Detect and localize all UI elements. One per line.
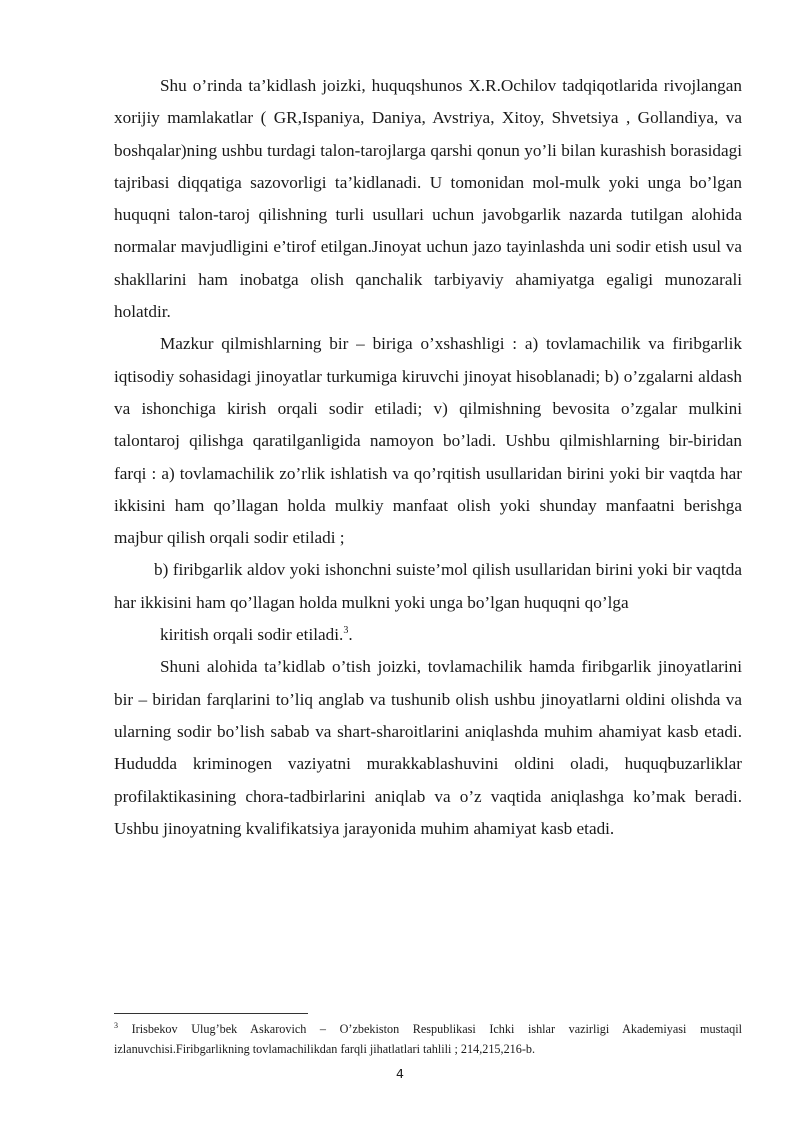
footnote-reference-period: . bbox=[348, 625, 353, 645]
paragraph-2: Mazkur qilmishlarning bir – biriga o’xshashligi : a) tovlamachilik va firibgarlik iqtisodiy sohasidagi jinoyatlar turkumiga kiruvchi jinoyat hisoblanadi; b) o’zgalarni aldash va ishonchiga kirish orqali sodir etiladi; v) qilmishning bevosita o’zgalar mulkini talontaroj qilishga qaratilganligida namoyon bo’ladi. Ushbu qilmishlarning bir-biridan farqi : a) tovlamachilik zo’rlik ishlatish va qo’rqitish usullaridan birini yoki bir vaqtda har ikkisini ham qo’llagan holda mulkiy manfaat olish yoki shunday manfaatni berishga majbur qilish orqali sodir etiladi ; bbox=[114, 334, 742, 548]
paragraph-3-end-text: kiritish orqali sodir etiladi. bbox=[160, 625, 344, 645]
paragraph-1: Shu o’rinda ta’kidlash joizki, huquqshunos X.R.Ochilov tadqiqotlarida rivojlangan xorijiy mamlakatlar ( GR,Ispaniya, Daniya, Avstriya, Xitoy, Shvetsiya , Gollandiya, va boshqalar)ning ushbu turdagi talon-tarojlarga qarshi qonun yo’li bilan kurashish borasidagi tajribasi diqqatiga sazovorligi ta’kidlanadi. U tomonidan mol-mulk yoki unga bo’lgan huquqni talon-taroj qilishning turli usullari uchun javobgarlik nazarda tutilgan alohida normalar mavjudligini e’tirof etilgan.Jinoyat uchun jazo tayinlashda uni sodir etish usul va shakllarini ham inobatga olish qanchalik tarbiyaviy ahamiyatga egaligi munozarali holatdir. bbox=[114, 76, 742, 322]
footnote bbox=[114, 1020, 742, 1059]
document-body bbox=[114, 70, 742, 845]
paragraph-3-continuation bbox=[114, 619, 742, 651]
footnote-separator bbox=[114, 1013, 308, 1014]
paragraph-4: Shuni alohida ta’kidlab o’tish joizki, tovlamachilik hamda firibgarlik jinoyatlarini bir – biridan farqlarini to’liq anglab va tushunib olish ushbu jinoyatlarni oldini olishda va ularning sodir bo’lish sabab va shart-sharoitlarini aniqlashda muhim ahamiyat kasb etadi. Hududda kriminogen vaziyatni murakkablashuvini oldini oladi, huquqbuzarliklar profilaktikasining chora-tadbirlarini aniqlab va o’z vaqtida aniqlashga ko’mak beradi. Ushbu jinoyatning kvalifikatsiya jarayonida muhim ahamiyat kasb etadi. bbox=[114, 657, 742, 838]
footnote-reference[interactable]: 3 bbox=[343, 625, 349, 637]
page-number: 4 bbox=[396, 1066, 404, 1081]
footnote-marker: 3 bbox=[114, 1021, 118, 1030]
footnote-text: Irisbekov Ulug’bek Askarovich – O’zbekiston Respublikasi Ichki ishlar vazirligi Akademiyasi mustaqil izlanuvchisi.Firibgarlikning tovlamachilikdan farqli jihatlatlari tahlili ; 214,215,216-b. bbox=[114, 1022, 742, 1056]
paragraph-3: b) firibgarlik aldov yoki ishonchni suiste’mol qilish usullaridan birini yoki bir vaqtda har ikkisini ham qo’llagan holda mulkni yoki unga bo’lgan huquqni qo’lga bbox=[114, 560, 742, 612]
